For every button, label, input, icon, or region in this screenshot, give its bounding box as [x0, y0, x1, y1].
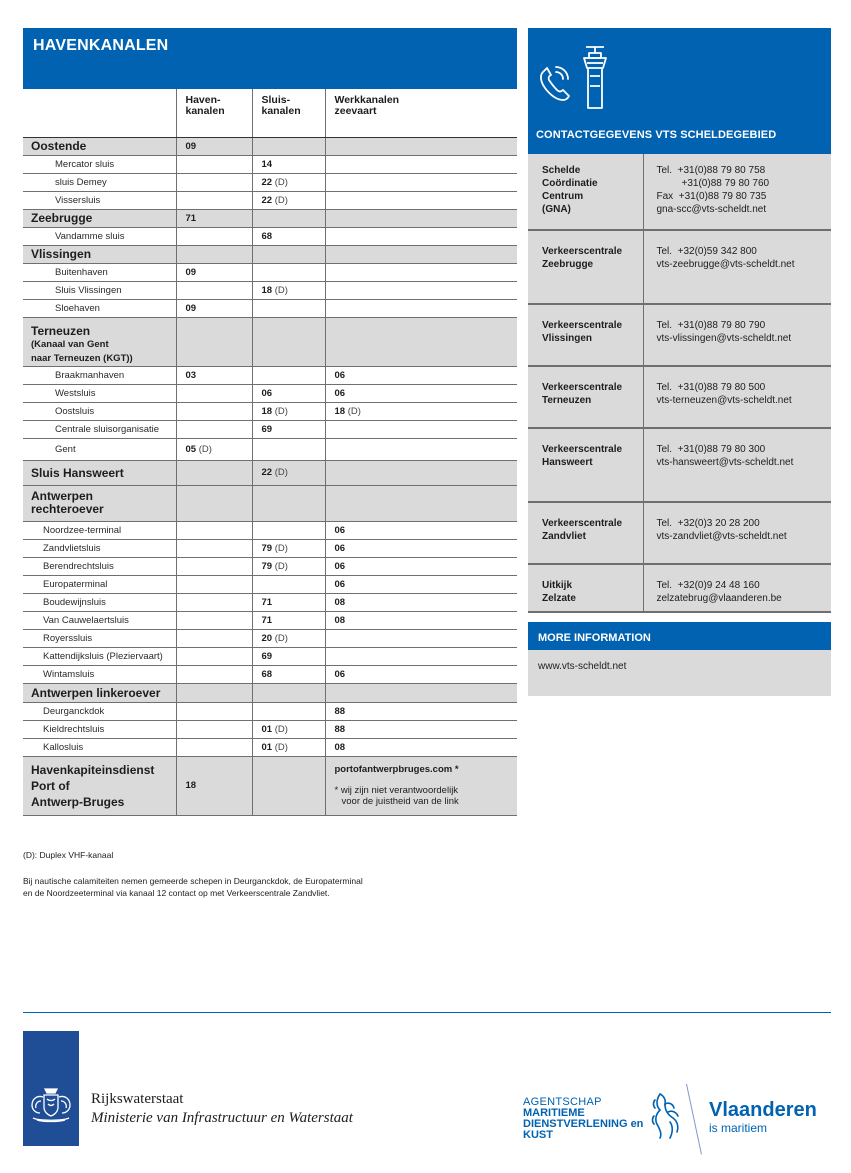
- haven-channel: [176, 593, 252, 611]
- table-row: [23, 629, 517, 647]
- haven-channel: [176, 629, 252, 647]
- rijkswaterstaat-coat-of-arms-icon: [25, 1085, 77, 1125]
- location-name: Berendrechtsluis: [23, 557, 176, 575]
- werk-channel: 06: [325, 384, 517, 402]
- haven-channel: 03: [176, 366, 252, 384]
- contact-row: [528, 230, 831, 304]
- contact-row: [528, 502, 831, 564]
- haven-channel: [176, 683, 252, 702]
- location-name: Boudewijnsluis: [23, 593, 176, 611]
- location-name: Terneuzen (Kanaal van Gent naar Terneuzen (KGT)): [23, 317, 176, 366]
- contact-info: [643, 154, 831, 230]
- contact-info: [643, 428, 831, 502]
- haven-channel: [176, 521, 252, 539]
- contact-org: Schelde Coördinatie Centrum (GNA): [528, 154, 643, 230]
- sluis-channel: [252, 245, 325, 263]
- contact-phone: +31(0)88 79 80 760: [656, 178, 770, 189]
- agency-line-1: AGENTSCHAP: [523, 1096, 602, 1108]
- werk-channel: 06: [325, 575, 517, 593]
- sluis-channel: 69: [252, 420, 325, 438]
- sluis-channel: 68: [252, 665, 325, 683]
- table-row: [23, 281, 517, 299]
- table-group-row: [23, 683, 517, 702]
- contact-info: [643, 304, 831, 366]
- contact-phone: Tel. +31(0)88 79 80 758: [656, 165, 766, 176]
- contact-info: [643, 366, 831, 428]
- location-name: Buitenhaven: [23, 263, 176, 281]
- werk-channel: [325, 683, 517, 702]
- table-row: [23, 521, 517, 539]
- header-location: [23, 89, 176, 137]
- werk-channel: [325, 245, 517, 263]
- contact-org: Verkeerscentrale Zandvliet: [528, 502, 643, 564]
- sluis-channel: 71: [252, 611, 325, 629]
- table-group-row: [23, 209, 517, 227]
- table-row: [23, 738, 517, 756]
- table-row: [23, 191, 517, 209]
- sluis-channel: [252, 137, 325, 155]
- haven-channel: [176, 317, 252, 366]
- flemish-lion-icon: [650, 1090, 686, 1142]
- contact-email[interactable]: gna-scc@vts-scheldt.net: [656, 204, 767, 215]
- more-info-link[interactable]: www.vts-scheldt.net: [538, 661, 627, 672]
- werk-channel: [325, 438, 517, 460]
- agency-line-3: DIENSTVERLENING en: [523, 1118, 644, 1130]
- contact-phone: Fax +31(0)88 79 80 735: [656, 191, 767, 202]
- sluis-channel: 22 (D): [252, 191, 325, 209]
- channels-header-row: [23, 89, 517, 137]
- haven-channel: 09: [176, 137, 252, 155]
- werk-channel: [325, 460, 517, 485]
- sluis-channel: [252, 575, 325, 593]
- location-name: Vandamme sluis: [23, 227, 176, 245]
- contact-org: Verkeerscentrale Terneuzen: [528, 366, 643, 428]
- sluis-channel: [252, 521, 325, 539]
- contact-email[interactable]: vts-zandvliet@vts-scheldt.net: [656, 531, 787, 542]
- sluis-channel: 14: [252, 155, 325, 173]
- sluis-channel: [252, 485, 325, 521]
- contact-phone: Tel. +31(0)88 79 80 300: [656, 444, 766, 455]
- sluis-channel: 79 (D): [252, 539, 325, 557]
- location-name: Kieldrechtsluis: [23, 720, 176, 738]
- haven-channel: [176, 557, 252, 575]
- haven-channel: [176, 485, 252, 521]
- footnote-calamity: Bij nautische calamiteiten nemen gemeerde schepen in Deurganckdok, de Europaterminal en de Noordzeeterminal via kanaal 12 contact op met Verkeerscentrale Zandvliet.: [23, 876, 363, 898]
- location-name: Vissersluis: [23, 191, 176, 209]
- location-name: Kattendijksluis (Pleziervaart): [23, 647, 176, 665]
- contacts-header: [528, 28, 831, 154]
- header-werk: Werkkanalen zeevaart: [325, 89, 517, 137]
- haven-channel: [176, 539, 252, 557]
- sluis-channel: [252, 683, 325, 702]
- location-name: Gent: [23, 438, 176, 460]
- werk-channel: 06: [325, 521, 517, 539]
- location-name: sluis Demey: [23, 173, 176, 191]
- location-name: Oostende: [23, 137, 176, 155]
- table-row: [23, 720, 517, 738]
- haven-channel: [176, 191, 252, 209]
- table-row: [23, 611, 517, 629]
- location-name: Centrale sluisorganisatie: [23, 420, 176, 438]
- sluis-channel: 01 (D): [252, 720, 325, 738]
- haven-channel: [176, 611, 252, 629]
- location-name: Van Cauwelaertsluis: [23, 611, 176, 629]
- contact-email[interactable]: vts-zeebrugge@vts-scheldt.net: [656, 259, 795, 270]
- sluis-channel: [252, 366, 325, 384]
- channels-section: [23, 28, 517, 816]
- table-row: [23, 575, 517, 593]
- contact-row: [528, 428, 831, 502]
- vl-sub: is maritiem: [709, 1121, 768, 1135]
- contact-email[interactable]: vts-vlissingen@vts-scheldt.net: [656, 333, 792, 344]
- sluis-channel: [252, 263, 325, 281]
- werk-channel: [325, 209, 517, 227]
- rijkswaterstaat-wordmark: [91, 1090, 353, 1128]
- footer-divider: [23, 1012, 831, 1013]
- table-group-row: [23, 317, 517, 366]
- table-row: [23, 263, 517, 281]
- location-name: Braakmanhaven: [23, 366, 176, 384]
- werk-channel: 06: [325, 557, 517, 575]
- contact-org: Verkeerscentrale Vlissingen: [528, 304, 643, 366]
- header-haven: Haven- kanalen: [176, 89, 252, 137]
- werk-channel: 08: [325, 611, 517, 629]
- contact-org: Verkeerscentrale Zeebrugge: [528, 230, 643, 304]
- location-name: Sloehaven: [23, 299, 176, 317]
- table-row: [23, 557, 517, 575]
- haven-channel: [176, 384, 252, 402]
- sluis-channel: 20 (D): [252, 629, 325, 647]
- werk-channel: [325, 155, 517, 173]
- werk-channel: [325, 191, 517, 209]
- werk-channel: 08: [325, 738, 517, 756]
- phone-icon: [541, 67, 569, 100]
- table-row: [23, 402, 517, 420]
- werk-channel: 88: [325, 720, 517, 738]
- contact-phone: Tel. +31(0)88 79 80 500: [656, 382, 766, 393]
- table-row: [23, 420, 517, 438]
- werk-channel: [325, 263, 517, 281]
- haven-channel: 05 (D): [176, 438, 252, 460]
- location-name: Oostsluis: [23, 402, 176, 420]
- werk-channel: 06: [325, 665, 517, 683]
- contact-phone: Tel. +32(0)59 342 800: [656, 246, 757, 257]
- location-name: Kallosluis: [23, 738, 176, 756]
- port-link[interactable]: portofantwerpbruges.com *: [334, 764, 459, 775]
- location-name: Antwerpen rechteroever: [23, 485, 176, 521]
- location-name: Westsluis: [23, 384, 176, 402]
- table-row: [23, 227, 517, 245]
- contact-info: [643, 564, 831, 612]
- contacts-section: [528, 28, 831, 696]
- table-row: [23, 155, 517, 173]
- haven-channel: [176, 460, 252, 485]
- haven-channel: [176, 420, 252, 438]
- haven-channel: 09: [176, 263, 252, 281]
- header-sluis: Sluis- kanalen: [252, 89, 325, 137]
- more-info-title: MORE INFORMATION: [528, 622, 831, 650]
- haven-channel: [176, 647, 252, 665]
- location-name: Sluis Hansweert: [23, 460, 176, 485]
- phone-tower-illustration: [534, 42, 614, 112]
- sluis-channel: [252, 209, 325, 227]
- werk-channel: [325, 485, 517, 521]
- control-tower-icon: [584, 47, 606, 108]
- sluis-channel: 01 (D): [252, 738, 325, 756]
- werk-channel: 06: [325, 539, 517, 557]
- haven-channel: [176, 720, 252, 738]
- location-name: Wintamsluis: [23, 665, 176, 683]
- agency-line-4: KUST: [523, 1129, 553, 1141]
- contact-email[interactable]: zelzatebrug@vlaanderen.be: [656, 593, 782, 604]
- werk-channel: [325, 317, 517, 366]
- channels-table: [23, 89, 517, 816]
- werk-channel: 08: [325, 593, 517, 611]
- location-name: Vlissingen: [23, 245, 176, 263]
- werk-channel: [325, 647, 517, 665]
- contact-row: [528, 366, 831, 428]
- werk-channel: [325, 281, 517, 299]
- sluis-channel: 79 (D): [252, 557, 325, 575]
- agency-line-2: MARITIEME: [523, 1107, 585, 1119]
- sluis-channel: 06: [252, 384, 325, 402]
- more-info-body: [528, 650, 831, 696]
- sluis-channel: [252, 299, 325, 317]
- table-group-row: [23, 460, 517, 485]
- haven-channel: [176, 173, 252, 191]
- contact-info: [643, 502, 831, 564]
- haven-channel: [176, 155, 252, 173]
- location-name: Zeebrugge: [23, 209, 176, 227]
- contacts-title: CONTACTGEGEVENS VTS SCHELDEGEBIED: [536, 129, 777, 141]
- table-row: [23, 384, 517, 402]
- haven-channel: 09: [176, 299, 252, 317]
- werk-channel: [325, 420, 517, 438]
- werk-channel: [325, 756, 517, 815]
- table-row: [23, 665, 517, 683]
- werk-channel: [325, 629, 517, 647]
- haven-channel: [176, 575, 252, 593]
- sluis-channel: [252, 438, 325, 460]
- contact-row: [528, 154, 831, 230]
- sluis-channel: [252, 702, 325, 720]
- rijkswaterstaat-logo-block: [23, 1031, 79, 1146]
- location-name: Havenkapiteinsdienst Port of Antwerp-Bruges: [23, 756, 176, 815]
- logo-divider: [686, 1084, 702, 1155]
- haven-channel: [176, 738, 252, 756]
- werk-channel: 06: [325, 366, 517, 384]
- sluis-channel: 18 (D): [252, 281, 325, 299]
- haven-channel: [176, 402, 252, 420]
- sluis-channel: 68: [252, 227, 325, 245]
- contact-org: Verkeerscentrale Hansweert: [528, 428, 643, 502]
- contacts-table: [528, 154, 831, 613]
- haven-channel: 71: [176, 209, 252, 227]
- werk-channel: 88: [325, 702, 517, 720]
- rws-name: Rijkswaterstaat: [91, 1091, 184, 1107]
- sluis-channel: 69: [252, 647, 325, 665]
- footnotes: [23, 849, 363, 899]
- location-name: Noordzee-terminal: [23, 521, 176, 539]
- sluis-channel: 18 (D): [252, 402, 325, 420]
- werk-channel: [325, 137, 517, 155]
- sluis-channel: [252, 317, 325, 366]
- table-group-row: [23, 137, 517, 155]
- contact-email[interactable]: vts-hansweert@vts-scheldt.net: [656, 457, 794, 468]
- location-name: Mercator sluis: [23, 155, 176, 173]
- werk-channel: [325, 227, 517, 245]
- werk-channel: [325, 173, 517, 191]
- sluis-channel: [252, 756, 325, 815]
- location-name: Zandvlietsluis: [23, 539, 176, 557]
- haven-channel: [176, 245, 252, 263]
- vlaanderen-wordmark: [709, 1099, 817, 1135]
- rws-ministry: Ministerie van Infrastructuur en Waterstaat: [91, 1110, 353, 1126]
- haven-channel: 18: [176, 756, 252, 815]
- table-row: [23, 702, 517, 720]
- table-row: [23, 438, 517, 460]
- haven-channel: [176, 665, 252, 683]
- sluis-channel: 22 (D): [252, 460, 325, 485]
- contact-row: [528, 304, 831, 366]
- werk-channel: [325, 299, 517, 317]
- location-name: Royerssluis: [23, 629, 176, 647]
- contact-phone: Tel. +32(0)9 24 48 160: [656, 580, 760, 591]
- table-row: [23, 647, 517, 665]
- haven-channel: [176, 227, 252, 245]
- location-name: Antwerpen linkeroever: [23, 683, 176, 702]
- agency-wordmark: [523, 1097, 643, 1141]
- table-row: [23, 173, 517, 191]
- footnote-duplex: (D): Duplex VHF-kanaal: [23, 850, 114, 860]
- contact-info: [643, 230, 831, 304]
- table-row: [23, 593, 517, 611]
- table-group-row: [23, 485, 517, 521]
- location-name: Deurganckdok: [23, 702, 176, 720]
- table-row: [23, 539, 517, 557]
- table-group-row: [23, 245, 517, 263]
- location-name: Europaterminal: [23, 575, 176, 593]
- haven-channel: [176, 281, 252, 299]
- contact-row: [528, 564, 831, 612]
- contact-email[interactable]: vts-terneuzen@vts-scheldt.net: [656, 395, 792, 406]
- sluis-channel: 71: [252, 593, 325, 611]
- table-row: [23, 366, 517, 384]
- channels-title: HAVENKANALEN: [23, 28, 517, 89]
- location-name: Sluis Vlissingen: [23, 281, 176, 299]
- table-group-row: [23, 756, 517, 815]
- contact-phone: Tel. +32(0)3 20 28 200: [656, 518, 760, 529]
- vl-name: Vlaanderen: [709, 1099, 817, 1121]
- contact-org: Uitkijk Zelzate: [528, 564, 643, 612]
- sluis-channel: 22 (D): [252, 173, 325, 191]
- contact-phone: Tel. +31(0)88 79 80 790: [656, 320, 766, 331]
- link-disclaimer: * wij zijn niet verantwoordelijk voor de juistheid van de link: [334, 785, 459, 807]
- table-row: [23, 299, 517, 317]
- haven-channel: [176, 702, 252, 720]
- werk-channel: 18 (D): [325, 402, 517, 420]
